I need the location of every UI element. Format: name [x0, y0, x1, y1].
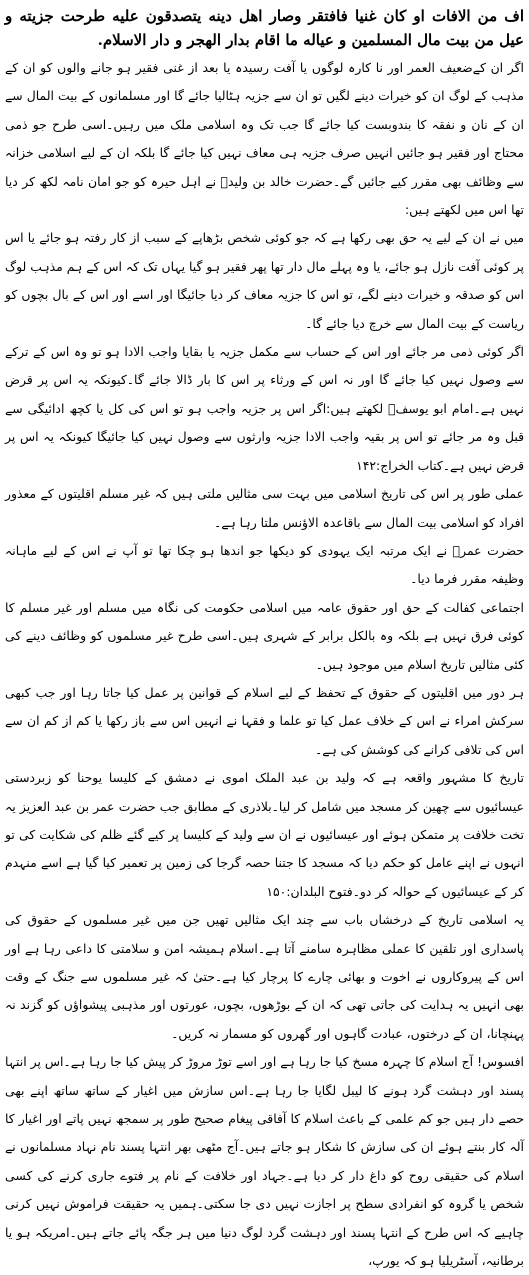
paragraph-islamic-history: یہ اسلامی تاریخ کے درخشاں باب سے چند ایک مثالیں تھیں جن میں غیر مسلموں کے حقوق کی پاسداری اور تلقین کا عملی مظاہرہ سامنے آتا ہے۔اسلام ہمیشہ امن و سلامتی کا داعی رہا ہے اور اس کے پیروکاروں نے اخوت و بھائی چارے کا پرچار کیا ہے۔حتیٰ کہ غیر مسلموں سے جنگ کے وقت بھی انہیں یہ ہدایت کی جاتی تھی کہ ان کے بوڑھوں، بچوں، عورتوں اور مذہبی پیشواؤں کو گزند نہ پہنچانا، ان کے درختوں، عبادت گاہوں اور گھروں کو مسمار نہ کریں۔ — [5, 912, 524, 1041]
paragraph-umar-jew: حضرت عمرؓ نے ایک مرتبہ ایک یہودی کو دیکھا جو اندھا ہو چکا تھا تو آپ نے اس کے لیے ماہانہ وظیفہ مقرر فرما دیا۔ — [5, 542, 524, 587]
paragraph-zakat-support: اگر ان کےضعیف العمر اور نا کارہ لوگوں یا آفت رسیدہ یا بعد از غنی فقیر ہو جانے والوں کو ان کے مذہب کے لوگ ان کو خیرات دینے لگیں تو ان سے جزیہ ہٹالیا جائے گا اور مسلمانوں کے بیت المال سے ان کے نان و نفقہ کا بندوبست کیا جائے گا جب تک وہ اسلامی ملک میں رہیں۔اسی طرح جو ذمی محتاج اور فقیر ہو جائیں انہیں صرف جزیہ ہی معاف نہیں کیا جائے گا بلکہ ان کے لیے اسلامی خزانہ سے وظائف بھی مقرر کیے جائیں گے۔حضرت خالد بن ولیدؓ نے اہل حیرہ کو جو امان نامہ لکھ کر دیا تھا اس میں لکھتے ہیں: — [5, 60, 524, 218]
paragraph-extremism: افسوس! آج اسلام کا چہرہ مسخ کیا جا رہا ہے اور اسے توڑ مروڑ کر پیش کیا جا رہا ہے۔اس پر انتہا پسند اور دہشت گرد ہونے کا لیبل لگایا جا رہا ہے۔اس سازش میں اغیار کے ساتھ ساتھ اپنے بھی حصے دار ہیں جو کم علمی کے باعث اسلام کا آفاقی پیغام صحیح طور پر سمجھ نہیں پاتے اور اغیار کا آلہ کار بنتے ہوئے ان کی سازش کا شکار ہو جاتے ہیں۔آج مٹھی بھر انتہا پسند نام نہاد مسلمانوں نے اسلام کی حقیقی روح کو داغ دار کر دیا ہے۔جہاد اور خلافت کے نام پر فتوے جاری کرنے کی کسی شخص یا گروہ کو انفرادی سطح پر اجازت نہیں دی جا سکتی۔ہمیں یہ حقیقت فراموش نہیں کرنی چاہیے کہ اس طرح کے انتہا پسند اور دہشت گرد لوگ دنیا میں ہر جگہ پائے جاتے ہیں۔امریکہ ہو یا برطانیہ، آسٹریلیا ہو کہ یورپ، — [5, 1054, 524, 1269]
arabic-quote: اف من الافات او کان غنیا فافتقر وصار اهل دینه یتصدقون علیه طرحت جزیته و عیل من بیت مال المسلمین و عیاله ما اقام بدار الهجر و دار الاسلام. — [5, 7, 524, 49]
paragraph-khalid-quote: میں نے ان کے لیے یہ حق بھی رکھا ہے کہ جو کوئی شخص بڑھاپے کے سبب از کار رفتہ ہو جائے یا اس پر کوئی آفت نازل ہو جائے، یا وہ پہلے مال دار تھا پھر فقیر ہو گیا یہاں تک کہ اس کے ہم مذہب لوگ اس کو صدقہ و خیرات دینے لگے، تو اس کا جزیہ معاف کر دیا جائیگا اور اسے اور اس کے بال بچوں کو ریاست کے بیت المال سے خرچ دیا جائے گا۔ — [5, 230, 524, 331]
paragraph-church-damascus: تاریخ کا مشہور واقعہ ہے کہ ولید بن عبد الملک اموی نے دمشق کے کلیسا یوحنا کو زبردستی عیسائیوں سے چھین کر مسجد میں شامل کر لیا۔بلاذری کے مطابق جب حضرت عمر بن عبد العزیز یہ تخت خلافت پر متمکن ہوئے اور عیسائیوں نے ان سے ولید کے کلیسا پر کیے گئے ظلم کی شکایت کی تو انہوں نے اپنے عامل کو حکم دیا کہ مسجد کا جتنا حصہ گرجا کی زمین پر تعمیر کیا گیا ہے اسے منہدم کر کے عیسائیوں کے حوالہ کر دو۔فتوح البلدان:۱۵۰ — [5, 770, 524, 899]
paragraph-minority-rights: ہر دور میں اقلیتوں کے حقوق کے تحفظ کے لیے اسلام کے قوانین پر عمل کیا جاتا رہا اور جب کبھی سرکش امراء نے اس کے خلاف عمل کیا تو علما و فقہا نے انہیں اس سے باز رکھا یا کم از کم ان سے اس کی تلافی کرانے کی کوشش کی ہے۔ — [5, 684, 524, 757]
paragraph-equal-citizens: اجتماعی کفالت کے حق اور حقوق عامہ میں اسلامی حکومت کی نگاہ میں مسلم اور غیر مسلم کا کوئی فرق نہیں ہے بلکہ وہ بالکل برابر کے شہری ہیں۔اسی طرح غیر مسلموں کو وظائف دینے کی کئی مثالیں تاریخ اسلام میں موجود ہیں۔ — [5, 599, 524, 672]
paragraph-allowance: عملی طور پر اس کی تاریخ اسلامی میں بہت سی مثالیں ملتی ہیں کہ غیر مسلم اقلیتوں کے معذور افراد کو اسلامی بیت المال سے باقاعدہ الاؤنس ملتا رہا ہے۔ — [5, 486, 524, 530]
paragraph-jizya-debt: اگر کوئی ذمی مر جائے اور اس کے حساب سے مکمل جزیہ یا بقایا واجب الادا ہو تو وہ اس کے ترکے سے وصول نہیں کیا جائے گا اور نہ اس کے ورثاء پر اس کا بار ڈالا جائے گا۔کیونکہ یہ اس پر قرض نہیں ہے۔امام ابو یوسفؒ لکھتے ہیں:اگر اس پر جزیہ واجب ہو تو اس کی کل یا کچھ ادائیگی سے قبل وہ مر جائے تو اس پر بقیہ واجب الادا جزیہ وارثوں سے وصول نہیں کیا جائیگا کیونکہ یہ اس پر قرض نہیں ہے۔کتاب الخراج:۱۴۲ — [5, 344, 524, 473]
